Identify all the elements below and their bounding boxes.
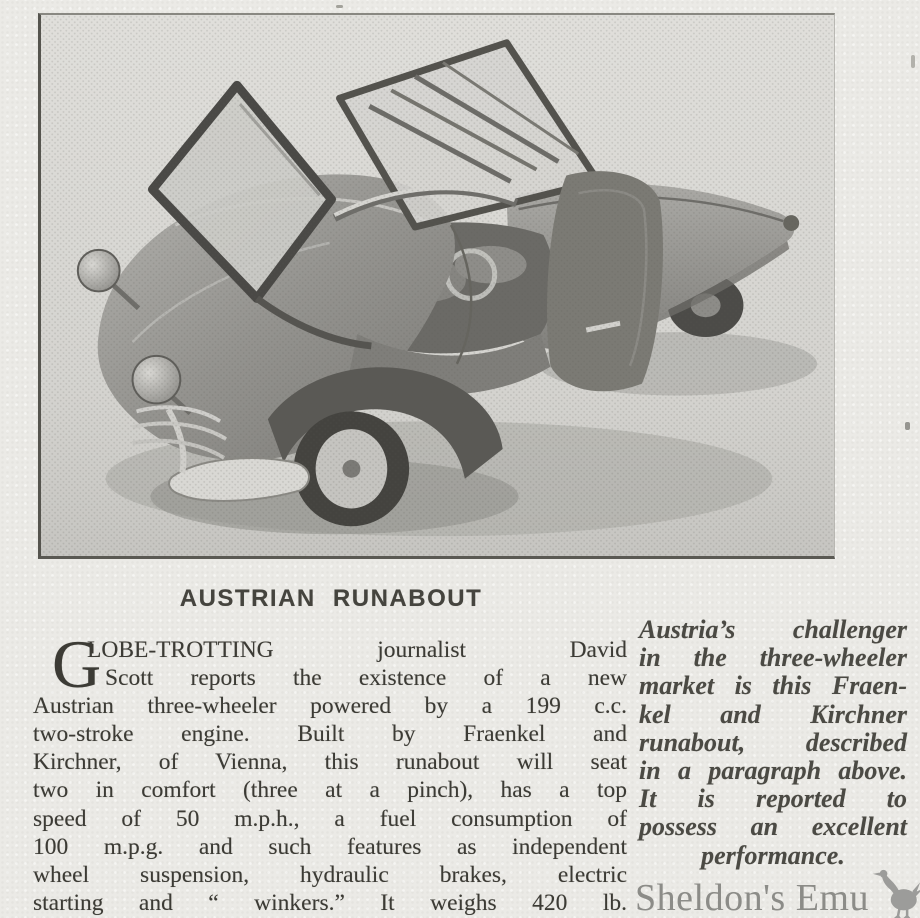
article-body bbox=[33, 626, 627, 917]
scan-speck bbox=[911, 55, 915, 68]
body-line: speed of 50 m.p.h., a fuel consumption of bbox=[33, 805, 627, 832]
caption-line: in the three-wheeler bbox=[639, 643, 907, 673]
emu-icon bbox=[870, 866, 920, 918]
caption-line: It is reported to bbox=[639, 784, 907, 814]
scan-speck bbox=[905, 422, 910, 430]
car-photo bbox=[38, 13, 835, 559]
body-line: two-stroke engine. Built by Fraenkel and bbox=[33, 721, 627, 748]
caption-line: in a paragraph above. bbox=[639, 756, 907, 786]
body-line: 100 m.p.g. and such features as independent bbox=[33, 833, 627, 860]
body-line: Kirchner, of Vienna, this runabout will seat bbox=[33, 749, 627, 776]
caption-line: runabout, described bbox=[639, 727, 907, 757]
body-line: wheel suspension, hydraulic brakes, electric bbox=[33, 861, 627, 888]
caption-line: Austria’s challenger bbox=[639, 615, 907, 644]
caption-line: performance. bbox=[701, 840, 845, 870]
drop-cap: G bbox=[52, 626, 102, 702]
body-line: two in comfort (three at a pinch), has a top bbox=[33, 777, 627, 804]
body-line: Austrian three-wheeler powered by a 199 c.c. bbox=[33, 693, 627, 720]
article-headline: AUSTRIAN RUNABOUT bbox=[179, 585, 483, 612]
body-line: Scott reports the existence of a new bbox=[105, 665, 627, 692]
three-wheeler-illustration bbox=[41, 15, 834, 556]
scan-speck bbox=[336, 5, 343, 8]
body-line: starting and “ winkers.” It weighs 420 lb. bbox=[33, 889, 627, 916]
photo-caption bbox=[639, 616, 907, 870]
caption-line: kel and Kirchner bbox=[639, 699, 907, 729]
watermark-text: Sheldon's Emu bbox=[635, 877, 869, 918]
caption-line: market is this Fraen- bbox=[639, 671, 907, 701]
body-line: LOBE-TROTTING journalist David bbox=[87, 637, 627, 663]
caption-line: possess an excellent bbox=[639, 812, 907, 842]
